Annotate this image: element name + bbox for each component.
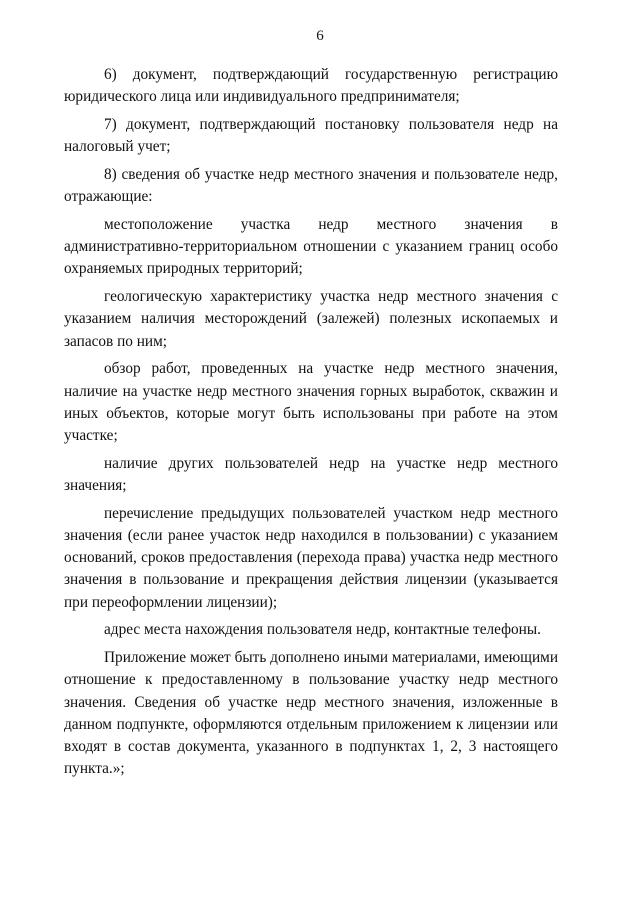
page-number: 6 bbox=[316, 28, 324, 44]
paragraph-geology: геологическую характеристику участка недр местного значения с указанием наличия месторождений (залежей) полезных ископаемых и запасов по ним; bbox=[64, 288, 558, 350]
paragraph-address: адрес места нахождения пользователя недр, контактные телефоны. bbox=[104, 621, 541, 639]
paragraph-item-7: 7) документ, подтверждающий постановку пользователя недр на налоговый учет; bbox=[64, 116, 558, 156]
paragraph-item-8: 8) сведения об участке недр местного значения и пользователе недр, отражающие: bbox=[64, 166, 558, 206]
paragraph-previous-users: перечисление предыдущих пользователей участком недр местного значения (если ранее участок недр находился в пользовании) с указанием оснований, сроков предоставления (перехода права) участка недр местного значения в пользование и прекращения действия лицензии (указывается при переоформлении лицензии); bbox=[64, 504, 558, 611]
document-body bbox=[64, 64, 558, 780]
paragraph-item-6: 6) документ, подтверждающий государственную регистрацию юридического лица или индивидуального предпринимателя; bbox=[64, 66, 558, 106]
paragraph-works-review: обзор работ, проведенных на участке недр местного значения, наличие на участке недр местного значения горных выработок, скважин и иных объектов, которые могут быть использованы при работе на этом участке; bbox=[64, 360, 558, 445]
paragraph-appendix: Приложение может быть дополнено иными материалами, имеющими отношение к предоставленному в пользование участку недр местного значения. Сведения об участке недр местного значения, изложенные в данном подпункте, оформляются отдельным приложением к лицензии или входят в состав документа, указанного в подпунктах 1, 2, 3 настоящего пункта.»; bbox=[64, 649, 558, 778]
paragraph-other-users: наличие других пользователей недр на участке недр местного значения; bbox=[64, 454, 558, 495]
paragraph-location: местоположение участка недр местного значения в административно-территориальном отношении с указанием границ особо охраняемых природных территорий; bbox=[64, 216, 558, 278]
